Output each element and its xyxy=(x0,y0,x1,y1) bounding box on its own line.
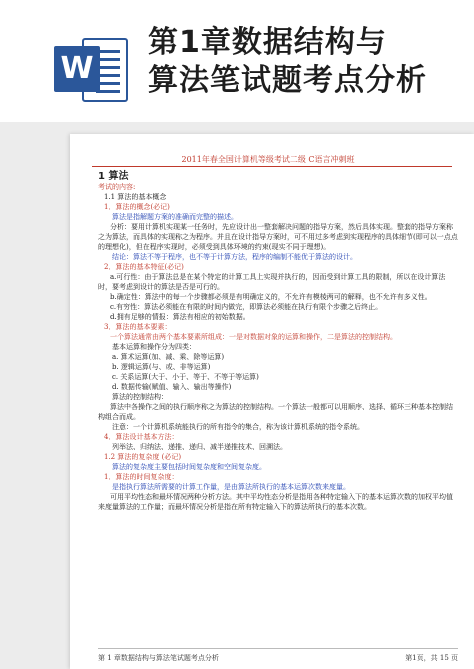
word-document-icon xyxy=(54,34,130,108)
content-line: 分析：要用计算机实现某一任务时，先应设计出一整套解决问题的指导方案，然后具体实现。整套的指导方案称之为算法，而具体的实现称之为程序。并且在设计指导方案时，可不用过多考虑到实现程序的具体细节(即可以一点点的理想化)，但在程序实现时，必须受到具体环境的约束(现实不同于理想)。 xyxy=(98,223,458,251)
document-page[interactable] xyxy=(70,134,474,669)
document-content xyxy=(98,172,458,512)
page-number: 第1页，共 15 页 xyxy=(405,654,458,662)
footer-title: 第 1 章数据结构与算法笔试题考点分析 xyxy=(98,654,219,662)
content-line: 3．算法的基本要素： xyxy=(104,323,172,331)
content-line: a.可行性：由于算法总是在某个特定的计算工具上实现并执行的，因而受到计算工具的限制，所以在设计算法时，要考虑到设计的算法是否是可行的。 xyxy=(98,273,446,291)
content-line: 2．算法的基本特征(必记) xyxy=(104,263,184,271)
content-line: 一个算法通常由两个基本要素所组成：一是对数据对象的运算和操作，二是算法的控制结构。 xyxy=(110,333,397,341)
content-line: 算法中各操作之间的执行顺序称之为算法的控制结构。一个算法一般都可以用顺序、选择、循环三种基本控制结构组合而成。 xyxy=(98,403,453,421)
content-line: 算法是指解题方案的准确而完整的描述。 xyxy=(112,213,238,221)
content-line: 注意：一个计算机系统能执行的所有指令的集合，称为该计算机系统的指令系统。 xyxy=(112,423,364,431)
content-line: 1.2 算法的复杂度 (必记) xyxy=(104,453,182,461)
content-line: c.有穷性：算法必须能在有限的时间内做完，即算法必须能在执行有限个步骤之后终止。 xyxy=(110,303,383,311)
content-line: 是指执行算法所需要的计算工作量，是由算法所执行的基本运算次数来度量。 xyxy=(112,483,350,491)
content-line: 算法的控制结构： xyxy=(112,393,168,401)
title-line-1: 第1章数据结构与 xyxy=(148,25,387,60)
page-footer xyxy=(98,648,458,663)
content-line: d. 数据传输(赋值、输入、输出等操作) xyxy=(112,383,232,391)
word-logo-letter: W xyxy=(54,46,100,92)
content-line: 结论：算法不等于程序，也不等于计算方法，程序的编制不能优于算法的设计。 xyxy=(112,253,357,261)
content-line: c. 关系运算(大于、小于、等于、不等于等运算) xyxy=(112,373,259,381)
content-line: 列举法、归纳法、递推、递归、减半递推技术、回溯法。 xyxy=(112,443,287,451)
content-line: b. 逻辑运算(与、或、非等运算) xyxy=(112,363,211,371)
page-header xyxy=(0,0,474,120)
header-divider xyxy=(92,166,452,167)
content-line: 算法的复杂度主要包括时间复杂度和空间复杂度。 xyxy=(112,463,266,471)
content-lines xyxy=(98,182,458,512)
exam-header: 2011年春全国计算机等级考试二级 C语言冲刺班 xyxy=(181,155,355,164)
content-line: 可用平均性态和最坏情况两种分析方法。其中平均性态分析是指用各种特定输入下的基本运算次数的加权平均值来度量算法的工作量；而最坏情况分析是指在所有特定输入下的算法所执行的基本次数。 xyxy=(98,493,453,511)
chapter-heading: 1 算法 xyxy=(98,171,129,182)
content-line: 基本运算和操作分为四类： xyxy=(112,343,196,351)
title-line-2: 算法笔试题考点分析 xyxy=(148,63,427,98)
content-line: 考试的内容: xyxy=(98,183,136,191)
content-line: 1．算法的时间复杂度： xyxy=(104,473,179,481)
content-line: a. 算术运算(加、减、乘、除等运算) xyxy=(112,353,225,361)
content-line: d.拥有足够的情报：算法有相应的初始数据。 xyxy=(110,313,250,321)
content-line: 4．算法设计基本方法： xyxy=(104,433,179,441)
page-title xyxy=(148,24,427,100)
content-line: 1．算法的概念(必记) xyxy=(104,203,170,211)
content-line: 1.1 算法的基本概念 xyxy=(104,193,167,201)
content-line: b.确定性：算法中的每一个步骤都必须是有明确定义的，不允许有模棱两可的解释，也不允许有多义性。 xyxy=(110,293,432,301)
